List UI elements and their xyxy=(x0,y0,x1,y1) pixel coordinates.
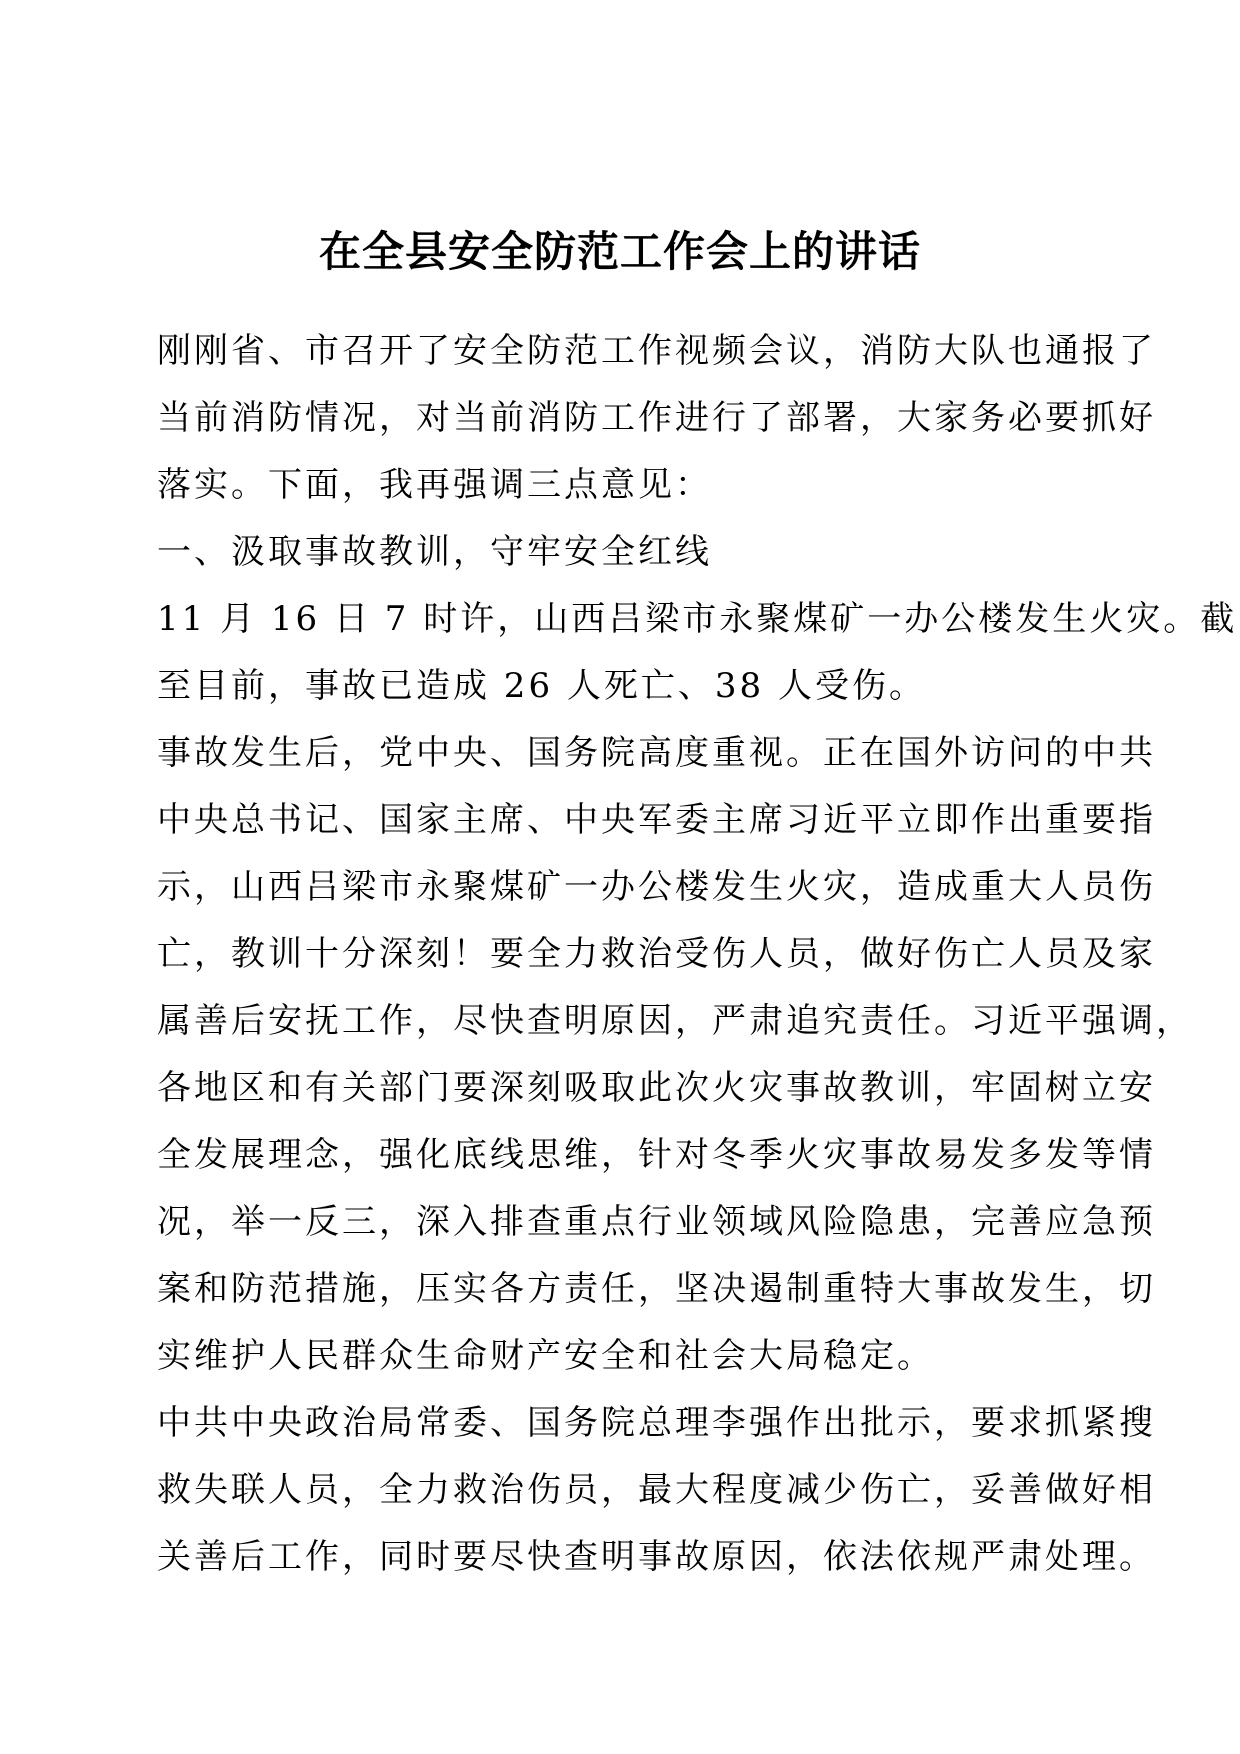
body-line: 当前消防情况，对当前消防工作进行了部署，大家务必要抓好 xyxy=(157,398,1156,438)
body-line: 落实。下面，我再强调三点意见： xyxy=(157,465,712,505)
body-line: 实维护人民群众生命财产安全和社会大局稳定。 xyxy=(157,1336,934,1376)
body-line: 亡，教训十分深刻！要全力救治受伤人员，做好伤亡人员及家 xyxy=(157,934,1156,974)
body-line: 事故发生后，党中央、国务院高度重视。正在国外访问的中共 xyxy=(157,733,1156,773)
body-line: 况，举一反三，深入排查重点行业领域风险隐患，完善应急预 xyxy=(157,1202,1156,1242)
body-line: 11 月 16 日 7 时许，山西吕梁市永聚煤矿一办公楼发生火灾。截 xyxy=(157,599,1238,639)
body-line: 中央总书记、国家主席、中央军委主席习近平立即作出重要指 xyxy=(157,800,1156,840)
body-line: 救失联人员，全力救治伤员，最大程度减少伤亡，妥善做好相 xyxy=(157,1470,1156,1510)
body-line: 示，山西吕梁市永聚煤矿一办公楼发生火灾，造成重大人员伤 xyxy=(157,867,1156,907)
body-line: 各地区和有关部门要深刻吸取此次火灾事故教训，牢固树立安 xyxy=(157,1068,1156,1108)
document-title: 在全县安全防范工作会上的讲话 xyxy=(318,227,921,276)
section-heading: 一、汲取事故教训，守牢安全红线 xyxy=(157,532,712,572)
body-line: 刚刚省、市召开了安全防范工作视频会议，消防大队也通报了 xyxy=(157,331,1156,371)
body-line: 全发展理念，强化底线思维，针对冬季火灾事故易发多发等情 xyxy=(157,1135,1156,1175)
body-line: 案和防范措施，压实各方责任，坚决遏制重特大事故发生，切 xyxy=(157,1269,1156,1309)
document-body xyxy=(157,318,1238,1591)
body-line: 中共中央政治局常委、国务院总理李强作出批示，要求抓紧搜 xyxy=(157,1403,1156,1443)
body-line: 至目前，事故已造成 26 人死亡、38 人受伤。 xyxy=(157,666,926,706)
body-line: 关善后工作，同时要尽快查明事故原因，依法依规严肃处理。 xyxy=(157,1537,1156,1577)
body-line: 属善后安抚工作，尽快查明原因，严肃追究责任。习近平强调， xyxy=(157,1001,1193,1041)
